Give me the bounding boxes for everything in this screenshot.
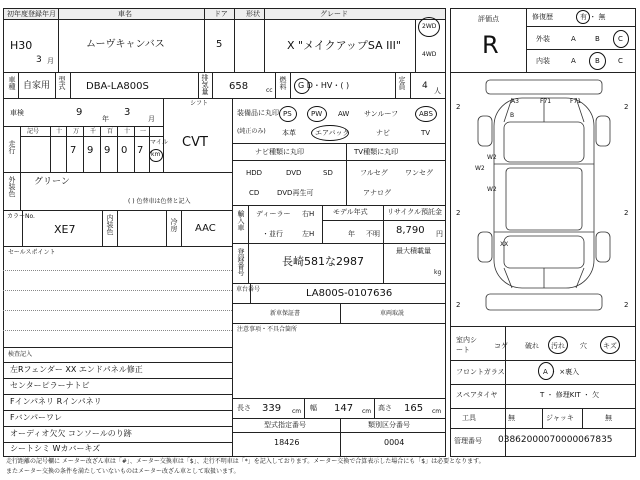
mileage-unit-ju: 十 xyxy=(124,128,131,135)
diagram-two-tr: 2 xyxy=(624,103,629,111)
jack-value: 無 xyxy=(605,414,612,422)
inspector-line-3: Fインパネリ Rインパネリ xyxy=(10,397,102,406)
chassis-value: LA800S-0107636 xyxy=(306,288,393,299)
recycle-label: リサイクル預託金 xyxy=(387,208,443,216)
equipment-sub: (純正のみ) xyxy=(237,128,266,135)
equip-aw: AW xyxy=(338,110,350,118)
mgmt-value: 03862000070000067835 xyxy=(498,435,613,445)
width-label: 幅 xyxy=(310,404,317,412)
diagram-two-ml: 2 xyxy=(456,209,461,217)
inspection-year-unit: 年 xyxy=(102,115,109,123)
mileage-unit-ichi: 一 xyxy=(140,128,147,135)
capacity-value: 4 xyxy=(422,81,428,91)
repair-options: 有 ・ 無 xyxy=(580,13,606,21)
mileage-digit-5: 7 xyxy=(137,145,144,156)
import-parallel: ・並行 xyxy=(262,230,283,238)
model-label: 型式 xyxy=(58,76,66,90)
exterior-color-label: 外装色 xyxy=(8,176,16,197)
exterior-grade-label: 外装 xyxy=(536,35,550,43)
diagram-two-br: 2 xyxy=(624,301,629,309)
seat-burn: コゲ xyxy=(494,342,508,350)
interior-grade-label: 内装 xyxy=(536,57,550,65)
capacity-label: 定員 xyxy=(398,76,406,90)
score-label: 評価点 xyxy=(478,15,499,23)
mileage-mile: マイル xyxy=(150,139,168,146)
model-year-label: モデル年式 xyxy=(333,208,368,216)
mileage-unit-man: 万 xyxy=(73,128,80,135)
exterior-color-value: グリーン xyxy=(34,177,70,187)
color-no-value: XE7 xyxy=(54,223,76,236)
fuel-label: 燃料 xyxy=(279,76,287,90)
displacement-unit: cc xyxy=(266,87,273,94)
seat-hole: 穴 xyxy=(580,342,587,350)
car-name: ムーヴキャンバス xyxy=(86,39,165,50)
first-reg-month-unit: 月 xyxy=(47,57,54,65)
score-value: R xyxy=(482,31,499,59)
diagram-two-bl: 2 xyxy=(456,301,461,309)
import-left: 左H xyxy=(302,230,315,238)
spare-label: スペアタイヤ xyxy=(456,391,498,399)
diagram-f71-left: F71 xyxy=(540,98,552,105)
model-spec-value: 18426 xyxy=(274,438,300,447)
mileage-label: 走行 xyxy=(8,140,16,154)
mgmt-label: 管理番号 xyxy=(454,437,482,445)
seat-scratch: キズ xyxy=(603,342,617,350)
equip-navi: ナビ xyxy=(376,129,390,137)
mileage-digit-4: 0 xyxy=(121,145,128,156)
displacement-label: 排気量 xyxy=(201,74,209,95)
max-load-unit: kg xyxy=(434,269,442,276)
shape-label: 形状 xyxy=(246,10,260,18)
use-value: 自家用 xyxy=(23,81,51,91)
model-year-unknown: 不明 xyxy=(366,230,380,238)
shift-value: CVT xyxy=(182,135,208,150)
height-label: 高さ xyxy=(378,404,392,412)
interior-color-label: 内装色 xyxy=(106,214,114,235)
cool-value: AAC xyxy=(195,223,216,234)
diagram-w2-c: W2 xyxy=(487,186,497,193)
mileage-digit-1: 7 xyxy=(70,145,77,156)
mileage-unit-10: 十 xyxy=(56,128,63,135)
navi-dvd-play: DVD再生可 xyxy=(277,189,314,197)
interior-grade-b: B xyxy=(595,57,600,65)
inspector-line-6: シートシミ Wカバーキズ xyxy=(10,444,101,453)
equip-sunroof: サンルーフ xyxy=(364,110,399,118)
recycle-yen: 円 xyxy=(436,230,443,238)
navi-hdd: HDD xyxy=(246,169,263,177)
cool-label: 冷房 xyxy=(170,218,178,232)
jack-label: ジャッキ xyxy=(546,414,574,422)
seat-stain: 汚れ xyxy=(551,342,565,350)
exterior-grade-a: A xyxy=(571,35,576,43)
registration-plate: 長崎581な2987 xyxy=(282,255,364,268)
tv-fullseg: フルセグ xyxy=(360,169,388,177)
notes-label: 注意事項・不具合箇所 xyxy=(237,326,298,333)
height-unit: cm xyxy=(432,408,442,415)
diagram-two-mr: 2 xyxy=(624,209,629,217)
displacement-value: 658 xyxy=(229,81,249,92)
interior-grade-c: C xyxy=(618,57,623,65)
inspection-month: 3 xyxy=(124,107,131,118)
inspection-month-unit: 月 xyxy=(148,115,155,123)
equip-abs: ABS xyxy=(419,110,433,118)
drive-4wd: 4WD xyxy=(422,51,437,58)
equip-leather: 本革 xyxy=(282,129,296,137)
width-value: 147 xyxy=(334,403,354,414)
width-unit: cm xyxy=(362,408,372,415)
inspector-label: 検査記入 xyxy=(8,351,33,358)
equip-airbag: エアバック xyxy=(315,129,350,137)
diagram-w2-b: W2 xyxy=(475,165,485,172)
first-reg-label: 初年度登録年月 xyxy=(7,10,56,18)
class-value: 0004 xyxy=(384,438,405,447)
equip-tv: TV xyxy=(421,129,431,137)
tv-analog: アナログ xyxy=(363,189,391,197)
mileage-km: km xyxy=(151,151,161,158)
model-spec-label: 型式指定番号 xyxy=(264,421,306,429)
inspector-line-1: 左Rフェンダー XX エンドパネル修正 xyxy=(10,365,143,374)
shift-label: シフト xyxy=(190,100,209,107)
class-label: 類別区分番号 xyxy=(368,421,410,429)
footer-line-1: 走行距離の記号欄に メーター改ざん車は「#」、メーター交換車は「$」、走行不明車は「*」を記入しております。メーター交換で合算表示した場合にも「$」は必要となります。 xyxy=(6,458,485,465)
navi-label: ナビ種類に丸印 xyxy=(255,148,304,156)
windshield-options: A ・ ×裏入 xyxy=(543,368,580,376)
diagram-a3: A3 xyxy=(511,98,519,105)
inspection-year: 9 xyxy=(76,107,83,118)
mileage-unit-sen: 千 xyxy=(90,128,97,135)
mileage-digit-3: 9 xyxy=(104,145,111,156)
seat-tear: 破れ xyxy=(525,342,539,350)
interior-grade-a: A xyxy=(571,57,576,65)
diagram-f71-right: F71 xyxy=(570,98,582,105)
diagram-w2-a: W2 xyxy=(487,154,497,161)
equip-pw: PW xyxy=(311,110,323,118)
max-load-label: 最大積載量 xyxy=(396,247,431,255)
import-dealer: ディーラー xyxy=(256,210,291,218)
height-value: 165 xyxy=(404,403,424,414)
mileage-unit-sign: 記号 xyxy=(27,128,40,135)
diagram-two-tl: 2 xyxy=(456,103,461,111)
car-damage-diagram xyxy=(450,72,636,324)
navi-cd: CD xyxy=(249,189,260,197)
mileage-digit-2: 9 xyxy=(87,145,94,156)
vehicle-label: 車種 xyxy=(8,76,16,90)
first-reg-month: 3 xyxy=(36,55,42,65)
diagram-xx: XX xyxy=(500,241,509,248)
exterior-grade-c: C xyxy=(618,35,623,43)
sales-point-label: セールスポイント xyxy=(8,249,56,256)
doors: 5 xyxy=(216,39,223,50)
spare-options: T ・ 修理KIT ・ 欠 xyxy=(540,391,600,399)
registration-label: 登録番号 xyxy=(237,248,245,276)
equip-ps: PS xyxy=(283,110,292,118)
drive-2wd: 2WD xyxy=(422,23,437,30)
inspection-label: 車検 xyxy=(10,109,24,117)
length-unit: cm xyxy=(292,408,302,415)
navi-dvd: DVD xyxy=(286,169,302,177)
grade-label: グレード xyxy=(320,10,348,18)
door-label: ドア xyxy=(214,10,228,18)
tv-oneseg: ワンセグ xyxy=(405,169,433,177)
warranty-new: 新車保証書 xyxy=(270,310,301,317)
length-label: 長さ xyxy=(237,404,251,412)
grade-value: X "メイクアップSA III" xyxy=(287,39,401,52)
repair-label: 修復歴 xyxy=(532,13,553,21)
navi-sd: SD xyxy=(323,169,333,177)
exterior-color-note: ( ) 色替車は色替と記入 xyxy=(128,198,191,205)
import-right: 右H xyxy=(302,210,315,218)
model-year-unit: 年 xyxy=(348,230,355,238)
tools-label: 工具 xyxy=(462,414,476,422)
name-label: 車名 xyxy=(118,10,132,18)
tools-value: 無 xyxy=(508,414,515,422)
interior-seat-label: 室内シート xyxy=(456,336,477,354)
first-reg-year: H30 xyxy=(10,39,33,52)
exterior-grade-b: B xyxy=(595,35,600,43)
warranty-manual: 車両取説 xyxy=(380,310,405,317)
chassis-label: 車台番号 xyxy=(236,286,261,293)
fuel-options: G D・HV・( ) xyxy=(298,81,350,90)
recycle-value: 8,790 xyxy=(396,225,425,236)
color-no-label: カラーNo. xyxy=(7,213,35,220)
inspector-line-2: センターピラーナトビ xyxy=(10,381,90,390)
tv-label: TV種類に丸印 xyxy=(354,148,399,156)
equipment-label: 装備品に丸印 xyxy=(237,109,279,117)
capacity-unit: 人 xyxy=(434,87,441,95)
length-value: 339 xyxy=(262,403,282,414)
diagram-b: B xyxy=(510,112,515,119)
mileage-unit-hyaku: 百 xyxy=(107,128,114,135)
inspector-line-4: Fバンパーワレ xyxy=(10,413,63,422)
model-value: DBA-LA800S xyxy=(86,81,149,92)
inspector-line-5: オーディオ欠欠 コンソールのり跡 xyxy=(10,429,132,438)
import-label: 輸入車 xyxy=(237,210,245,231)
footer-line-2: またメーター交換の条件を満たしていないものはメーター改ざん車として取扱います。 xyxy=(6,468,240,475)
windshield-label: フロントガラス xyxy=(456,368,505,376)
